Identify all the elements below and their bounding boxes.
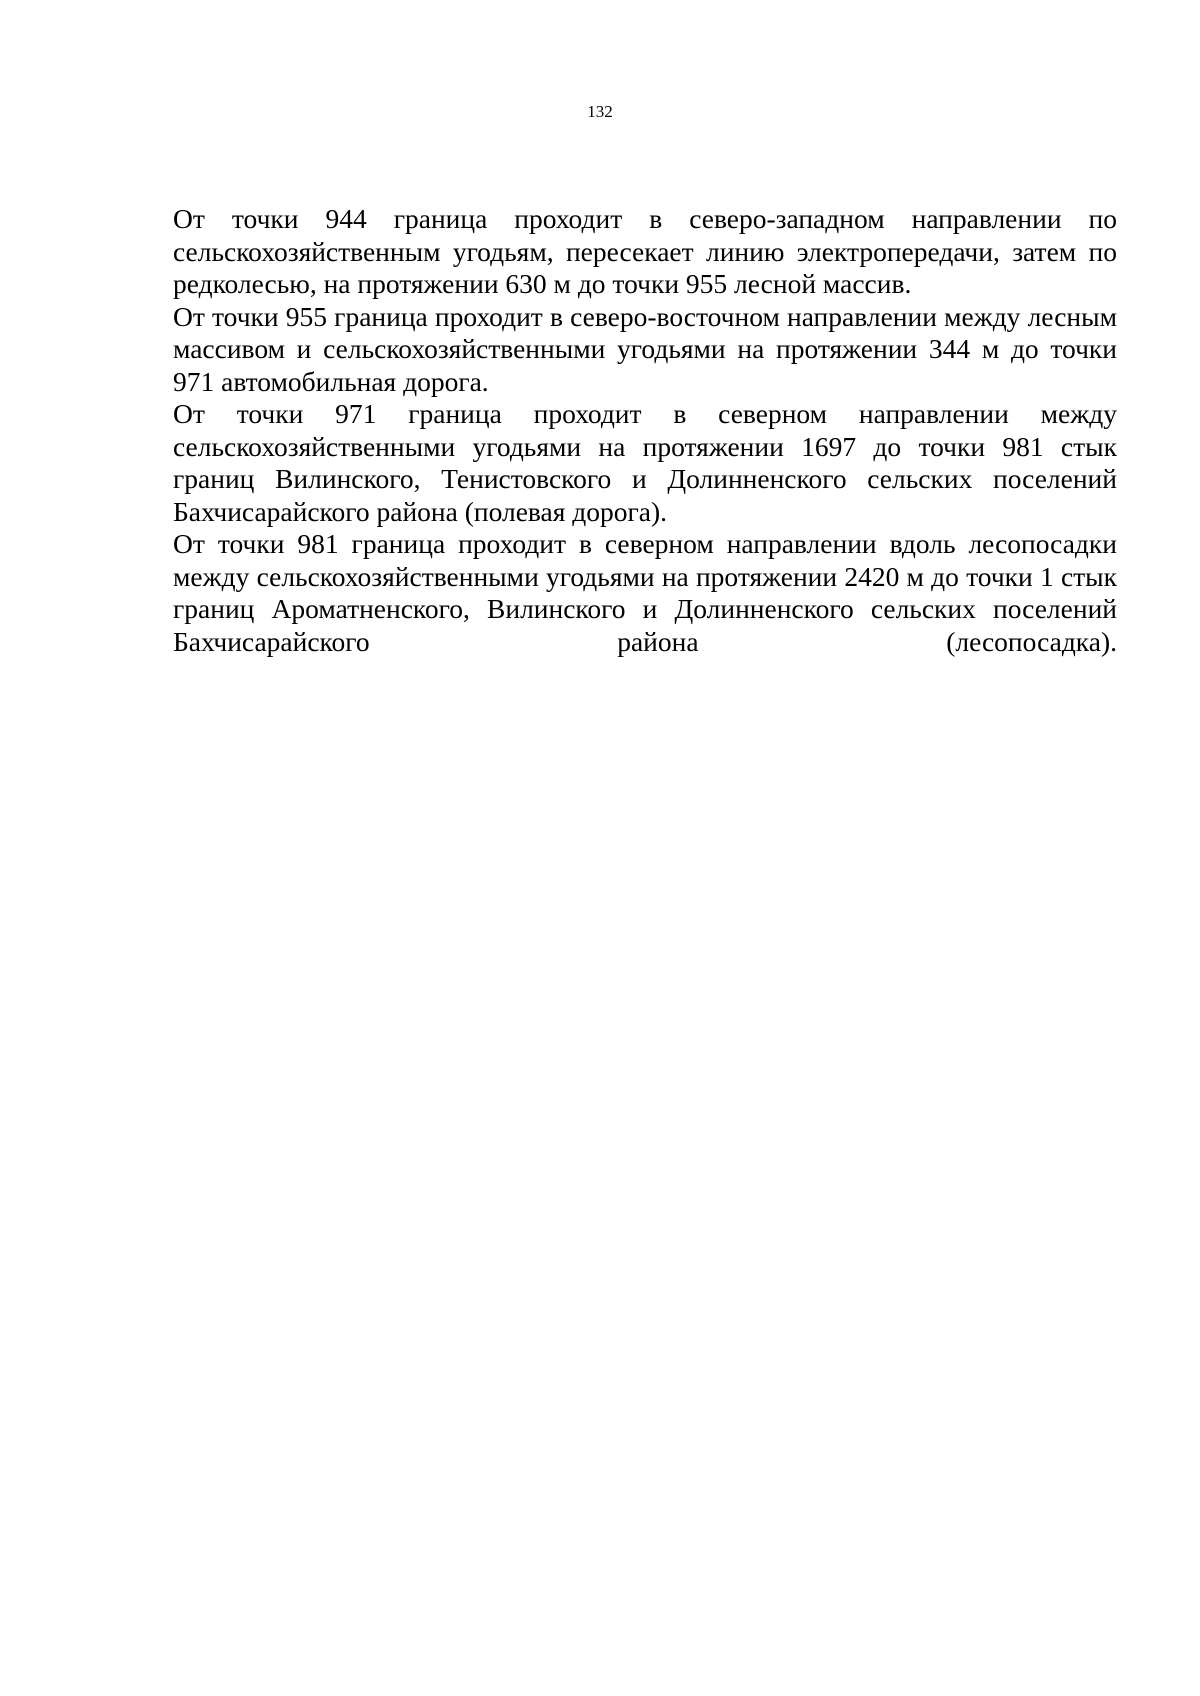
paragraph-4: От точки 981 граница проходит в северном направлении вдоль лесопосадки между сельскохозяйственными угодьями на протяжении 2420 м до точки 1 стык границ Ароматненского, Вилинского и Долинненского сельских поселений Бахчисарайского района (лесопосадка). [173, 528, 1117, 657]
paragraph-3: От точки 971 граница проходит в северном направлении между сельскохозяйственными угодьями на протяжении 1697 до точки 981 стык границ Вилинского, Тенистовского и Долинненского сельских поселений Бахчисарайского района (полевая дорога). [173, 398, 1117, 527]
paragraph-1: От точки 944 граница проходит в северо-западном направлении по сельскохозяйственным угодьям, пересекает линию электропередачи, затем по редколесью, на протяжении 630 м до точки 955 лесной массив. [173, 203, 1117, 299]
page-number: 132 [587, 102, 613, 121]
document-body [173, 203, 1117, 658]
paragraph-2: От точки 955 граница проходит в северо-восточном направлении между лесным массивом и сельскохозяйственными угодьями на протяжении 344 м до точки 971 автомобильная дорога. [173, 300, 1117, 397]
